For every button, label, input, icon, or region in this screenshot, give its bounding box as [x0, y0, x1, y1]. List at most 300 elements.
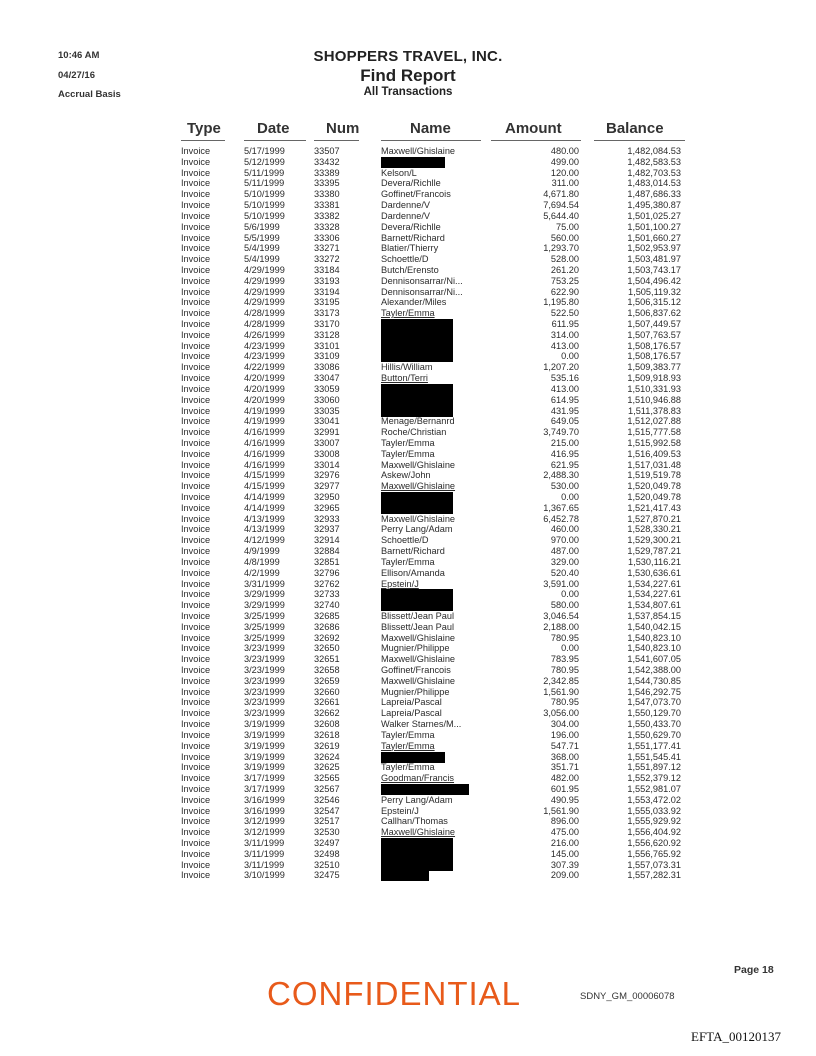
cell-num: 33395 — [314, 178, 340, 189]
confidential-stamp: CONFIDENTIAL — [267, 975, 522, 1012]
report-title: Find Report — [360, 66, 456, 85]
cell-date: 3/10/1999 — [244, 870, 285, 881]
cell-balance: 1,544,730.85 — [627, 675, 681, 686]
table-row — [0, 373, 816, 384]
cell-num: 32692 — [314, 632, 340, 643]
table-row — [0, 535, 816, 546]
cell-balance: 1,541,607.05 — [627, 654, 681, 665]
cell-num: 33128 — [314, 329, 340, 340]
cell-name: Blissett/Jean Paul — [381, 610, 455, 621]
cell-num: 33380 — [314, 189, 340, 200]
cell-num: 32965 — [314, 502, 340, 513]
cell-balance: 1,502,953.97 — [627, 243, 681, 254]
cell-name: Maxwell/Ghislaine — [381, 675, 456, 686]
table-row — [0, 514, 816, 525]
cell-amount: 329.00 — [550, 556, 579, 567]
cell-balance: 1,507,449.57 — [627, 319, 681, 329]
redaction-box — [381, 503, 453, 514]
cell-name: Ellison/Amanda — [381, 567, 445, 578]
cell-date: 4/16/1999 — [244, 459, 285, 470]
cell-amount: 535.16 — [550, 373, 579, 384]
cell-name — [381, 784, 481, 795]
cell-date: 5/12/1999 — [244, 156, 285, 167]
cell-type: Invoice — [181, 729, 211, 740]
cell-name: Dennisonsarrar/Ni... — [381, 286, 463, 297]
cell-type: Invoice — [181, 156, 211, 167]
cell-balance: 1,547,073.70 — [627, 697, 681, 708]
cell-type: Invoice — [181, 416, 211, 427]
cell-amount: 6,452.78 — [543, 513, 579, 524]
cell-num: 33193 — [314, 275, 340, 286]
cell-amount: 614.95 — [550, 394, 579, 405]
redaction-box — [381, 157, 445, 168]
cell-num: 32517 — [314, 816, 340, 827]
table-row — [0, 200, 816, 211]
cell-date: 3/29/1999 — [244, 600, 285, 611]
cell-name — [381, 351, 481, 362]
cell-type: Invoice — [181, 383, 211, 394]
header-underline-amount — [491, 140, 581, 141]
cell-amount: 314.00 — [550, 329, 579, 340]
table-row — [0, 568, 816, 579]
cell-type: Invoice — [181, 189, 211, 200]
cell-amount: 2,488.30 — [543, 470, 579, 481]
cell-date: 5/10/1999 — [244, 210, 285, 221]
cell-name: Dennisonsarrar/Ni... — [381, 275, 463, 286]
cell-balance: 1,551,177.41 — [627, 740, 681, 751]
cell-name: Tayler/Emma — [381, 740, 435, 751]
cell-balance: 1,501,660.27 — [627, 232, 681, 243]
table-row — [0, 849, 816, 860]
cell-num: 32651 — [314, 654, 340, 665]
cell-name — [381, 860, 481, 871]
cell-num: 32625 — [314, 762, 340, 773]
cell-name: Maxwell/Ghislaine — [381, 513, 456, 524]
redaction-box — [381, 838, 453, 849]
cell-name — [381, 589, 481, 600]
cell-date: 3/19/1999 — [244, 762, 285, 773]
cell-name: Walker Starnes/M... — [381, 719, 462, 730]
cell-amount: 216.00 — [550, 838, 579, 848]
cell-type: Invoice — [181, 470, 211, 481]
cell-num: 32497 — [314, 838, 340, 848]
table-row — [0, 319, 816, 330]
cell-num: 32762 — [314, 578, 340, 589]
cell-type: Invoice — [181, 308, 211, 319]
cell-num: 33086 — [314, 362, 340, 373]
cell-balance: 1,509,918.93 — [627, 373, 681, 384]
cell-amount: 0.00 — [561, 589, 579, 600]
cell-amount: 431.95 — [550, 405, 579, 416]
cell-num: 32685 — [314, 610, 340, 621]
cell-amount: 1,367.65 — [543, 502, 579, 513]
cell-amount: 896.00 — [550, 816, 579, 827]
cell-balance: 1,528,330.21 — [627, 524, 681, 535]
cell-balance: 1,515,777.58 — [627, 427, 681, 438]
table-row — [0, 687, 816, 698]
table-row — [0, 438, 816, 449]
cell-name: Hillis/William — [381, 362, 433, 373]
cell-name — [381, 503, 481, 514]
table-row — [0, 481, 816, 492]
cell-num: 33306 — [314, 232, 340, 243]
cell-balance: 1,512,027.88 — [627, 416, 681, 427]
cell-amount: 209.00 — [550, 870, 579, 881]
cell-name — [381, 752, 481, 763]
cell-date: 4/12/1999 — [244, 535, 285, 546]
cell-date: 3/19/1999 — [244, 729, 285, 740]
cell-type: Invoice — [181, 610, 211, 621]
cell-balance: 1,551,545.41 — [627, 751, 681, 762]
cell-type: Invoice — [181, 513, 211, 524]
cell-balance: 1,508,176.57 — [627, 351, 681, 362]
cell-num: 32547 — [314, 805, 340, 816]
cell-amount: 4,671.80 — [543, 189, 579, 200]
cell-num: 32686 — [314, 621, 340, 632]
table-row — [0, 503, 816, 514]
table-row — [0, 395, 816, 406]
cell-balance: 1,482,703.53 — [627, 167, 681, 178]
cell-num: 33170 — [314, 319, 340, 329]
table-row — [0, 860, 816, 871]
cell-type: Invoice — [181, 297, 211, 308]
cell-amount: 1,293.70 — [543, 243, 579, 254]
table-row — [0, 178, 816, 189]
cell-date: 3/23/1999 — [244, 686, 285, 697]
cell-type: Invoice — [181, 643, 211, 654]
cell-type: Invoice — [181, 632, 211, 643]
cell-name — [381, 406, 481, 417]
cell-balance: 1,508,176.57 — [627, 340, 681, 351]
cell-type: Invoice — [181, 329, 211, 340]
cell-num: 32976 — [314, 470, 340, 481]
cell-num: 33173 — [314, 308, 340, 319]
cell-amount: 7,694.54 — [543, 200, 579, 211]
cell-amount: 351.71 — [550, 762, 579, 773]
cell-balance: 1,557,282.31 — [627, 870, 681, 881]
cell-amount: 0.00 — [561, 492, 579, 502]
cell-balance: 1,550,629.70 — [627, 729, 681, 740]
cell-date: 4/13/1999 — [244, 513, 285, 524]
cell-amount: 783.95 — [550, 654, 579, 665]
cell-type: Invoice — [181, 178, 211, 189]
cell-amount: 5,644.40 — [543, 210, 579, 221]
page-number: Page 18 — [734, 964, 774, 976]
cell-date: 4/28/1999 — [244, 319, 285, 329]
cell-num: 33109 — [314, 351, 340, 362]
table-row — [0, 287, 816, 298]
cell-num: 32851 — [314, 556, 340, 567]
cell-name — [381, 341, 481, 352]
cell-date: 4/13/1999 — [244, 524, 285, 535]
cell-type: Invoice — [181, 719, 211, 730]
table-row — [0, 773, 816, 784]
cell-name — [381, 330, 481, 341]
cell-name — [381, 849, 481, 860]
cell-date: 3/11/1999 — [244, 848, 285, 859]
cell-num: 32662 — [314, 708, 340, 719]
cell-num: 32608 — [314, 719, 340, 730]
cell-num: 32950 — [314, 492, 340, 502]
cell-balance: 1,507,763.57 — [627, 329, 681, 340]
cell-name: Schoettle/D — [381, 254, 429, 265]
cell-type: Invoice — [181, 740, 211, 751]
table-row — [0, 827, 816, 838]
table-row — [0, 254, 816, 265]
redaction-box — [381, 395, 453, 406]
cell-balance: 1,540,042.15 — [627, 621, 681, 632]
cell-date: 4/23/1999 — [244, 340, 285, 351]
cell-name: Tayler/Emma — [381, 556, 435, 567]
column-header-name: Name — [410, 120, 451, 137]
redaction-box — [381, 384, 453, 395]
cell-balance: 1,527,870.21 — [627, 513, 681, 524]
cell-num: 32567 — [314, 783, 340, 794]
cell-name — [381, 492, 481, 503]
cell-amount: 2,342.85 — [543, 675, 579, 686]
cell-num: 33432 — [314, 156, 340, 167]
cell-amount: 601.95 — [550, 783, 579, 794]
table-row — [0, 762, 816, 773]
cell-num: 33008 — [314, 448, 340, 459]
cell-amount: 261.20 — [550, 264, 579, 275]
cell-amount: 649.05 — [550, 416, 579, 427]
table-row — [0, 189, 816, 200]
cell-type: Invoice — [181, 838, 211, 848]
table-row — [0, 589, 816, 600]
table-row — [0, 265, 816, 276]
cell-name: Button/Terri — [381, 373, 428, 384]
cell-balance: 1,534,227.61 — [627, 578, 681, 589]
cell-balance: 1,556,765.92 — [627, 848, 681, 859]
cell-num: 32619 — [314, 740, 340, 751]
redaction-box — [381, 351, 453, 362]
header-underline-balance — [594, 140, 685, 141]
cell-amount: 3,749.70 — [543, 427, 579, 438]
table-row — [0, 622, 816, 633]
cell-balance: 1,505,119.32 — [628, 286, 681, 297]
cell-type: Invoice — [181, 427, 211, 438]
cell-type: Invoice — [181, 859, 211, 870]
cell-type: Invoice — [181, 502, 211, 513]
cell-num: 33184 — [314, 264, 340, 275]
cell-num: 32650 — [314, 643, 340, 654]
cell-name: Blatier/Thierry — [381, 243, 439, 254]
cell-amount: 490.95 — [550, 794, 579, 805]
cell-balance: 1,546,292.75 — [627, 686, 681, 697]
cell-date: 3/25/1999 — [244, 621, 285, 632]
cell-num: 33389 — [314, 167, 340, 178]
cell-name: Kelson/L — [381, 167, 417, 178]
cell-name: Devera/Richlle — [381, 178, 441, 189]
cell-date: 5/11/1999 — [244, 167, 285, 178]
cell-name: Epstein/J — [381, 578, 419, 589]
cell-date: 4/8/1999 — [244, 556, 280, 567]
table-row — [0, 384, 816, 395]
column-header-type: Type — [187, 120, 221, 137]
cell-type: Invoice — [181, 794, 211, 805]
cell-name: Callhan/Thomas — [381, 816, 448, 827]
table-row — [0, 146, 816, 157]
cell-amount: 522.50 — [550, 308, 579, 319]
table-row — [0, 806, 816, 817]
cell-type: Invoice — [181, 654, 211, 665]
cell-date: 5/4/1999 — [244, 254, 280, 265]
cell-type: Invoice — [181, 535, 211, 546]
cell-balance: 1,495,380.87 — [627, 200, 681, 211]
cell-name: Maxwell/Ghislaine — [381, 632, 456, 643]
cell-num: 33507 — [314, 146, 340, 156]
table-row — [0, 492, 816, 503]
table-row — [0, 676, 816, 687]
cell-num: 32937 — [314, 524, 340, 535]
table-row — [0, 351, 816, 362]
cell-date: 4/14/1999 — [244, 492, 285, 502]
cell-name: Askew/John — [381, 470, 431, 481]
cell-amount: 780.95 — [550, 697, 579, 708]
cell-amount: 3,591.00 — [543, 578, 579, 589]
cell-date: 3/23/1999 — [244, 643, 285, 654]
cell-balance: 1,511,378.83 — [628, 405, 681, 416]
cell-type: Invoice — [181, 578, 211, 589]
cell-name: Menage/Bernanrd — [381, 416, 455, 427]
cell-type: Invoice — [181, 243, 211, 254]
cell-balance: 1,506,315.12 — [627, 297, 681, 308]
cell-num: 33007 — [314, 437, 340, 448]
cell-type: Invoice — [181, 773, 211, 784]
cell-name: Goffinet/Francois — [381, 665, 451, 675]
redaction-box — [381, 600, 453, 611]
cell-date: 4/9/1999 — [244, 546, 280, 557]
table-row — [0, 719, 816, 730]
cell-name: Butch/Erensto — [381, 264, 439, 275]
cell-name: Epstein/J — [381, 805, 419, 816]
cell-balance: 1,550,433.70 — [627, 719, 681, 730]
cell-balance: 1,501,100.27 — [627, 221, 681, 232]
cell-balance: 1,520,049.78 — [627, 492, 681, 502]
table-row — [0, 406, 816, 417]
cell-num: 33101 — [314, 340, 340, 351]
cell-balance: 1,534,227.61 — [627, 589, 681, 600]
cell-type: Invoice — [181, 210, 211, 221]
cell-date: 4/29/1999 — [244, 275, 285, 286]
cell-type: Invoice — [181, 492, 211, 502]
cell-type: Invoice — [181, 751, 211, 762]
cell-num: 33035 — [314, 405, 340, 416]
cell-balance: 1,542,388.00 — [627, 665, 681, 675]
cell-balance: 1,552,981.07 — [627, 783, 681, 794]
cell-num: 32498 — [314, 848, 340, 859]
table-row — [0, 730, 816, 741]
cell-date: 4/16/1999 — [244, 448, 285, 459]
cell-balance: 1,510,331.93 — [627, 383, 681, 394]
table-row — [0, 546, 816, 557]
cell-name: Dardenne/V — [381, 210, 431, 221]
cell-date: 4/28/1999 — [244, 308, 285, 319]
cell-num: 32475 — [314, 870, 340, 881]
cell-amount: 475.00 — [550, 827, 579, 838]
cell-date: 3/23/1999 — [244, 697, 285, 708]
table-row — [0, 276, 816, 287]
cell-name — [381, 838, 481, 849]
table-row — [0, 330, 816, 341]
cell-balance: 1,506,837.62 — [627, 308, 681, 319]
cell-num: 33271 — [314, 243, 340, 254]
cell-amount: 1,561.90 — [543, 686, 579, 697]
table-row — [0, 557, 816, 568]
header-underline-num — [314, 140, 359, 141]
cell-date: 3/23/1999 — [244, 654, 285, 665]
cell-num: 33041 — [314, 416, 340, 427]
cell-name: Lapreia/Pascal — [381, 708, 442, 719]
cell-amount: 0.00 — [561, 643, 579, 654]
table-row — [0, 784, 816, 795]
cell-amount: 368.00 — [550, 751, 579, 762]
cell-balance: 1,540,823.10 — [627, 643, 681, 654]
cell-num: 32933 — [314, 513, 340, 524]
cell-date: 3/25/1999 — [244, 632, 285, 643]
cell-num: 32733 — [314, 589, 340, 600]
cell-name: Mugnier/Philippe — [381, 643, 450, 654]
table-row — [0, 708, 816, 719]
cell-num: 32658 — [314, 665, 340, 675]
cell-balance: 1,520,049.78 — [627, 481, 681, 492]
table-row — [0, 222, 816, 233]
cell-num: 32914 — [314, 535, 340, 546]
cell-balance: 1,483,014.53 — [627, 178, 681, 189]
table-row — [0, 243, 816, 254]
cell-name: Maxwell/Ghislaine — [381, 654, 456, 665]
cell-type: Invoice — [181, 232, 211, 243]
report-date: 04/27/16 — [58, 70, 95, 81]
cell-date: 4/22/1999 — [244, 362, 285, 373]
cell-amount: 120.00 — [550, 167, 579, 178]
cell-date: 5/17/1999 — [244, 146, 285, 156]
cell-type: Invoice — [181, 783, 211, 794]
cell-balance: 1,509,383.77 — [627, 362, 681, 373]
cell-num: 32991 — [314, 427, 340, 438]
cell-name — [381, 319, 481, 330]
cell-date: 3/25/1999 — [244, 610, 285, 621]
cell-name: Barnett/Richard — [381, 232, 445, 243]
cell-type: Invoice — [181, 481, 211, 492]
cell-date: 3/11/1999 — [244, 859, 285, 870]
table-row — [0, 633, 816, 644]
cell-amount: 0.00 — [561, 351, 579, 362]
column-header-balance: Balance — [606, 120, 664, 137]
table-row — [0, 416, 816, 427]
cell-num: 33014 — [314, 459, 340, 470]
cell-num: 32510 — [314, 859, 340, 870]
cell-type: Invoice — [181, 264, 211, 275]
cell-type: Invoice — [181, 546, 211, 557]
cell-num: 33381 — [314, 200, 340, 211]
cell-name: Dardenne/V — [381, 200, 431, 211]
efta-number: EFTA_00120137 — [691, 1029, 781, 1044]
cell-balance: 1,516,409.53 — [627, 448, 681, 459]
redaction-box — [381, 406, 453, 417]
redaction-box — [381, 752, 445, 763]
cell-name: Alexander/Miles — [381, 297, 447, 308]
cell-balance: 1,487,686.33 — [627, 189, 681, 200]
cell-amount: 547.71 — [550, 740, 579, 751]
table-row — [0, 297, 816, 308]
cell-balance: 1,529,787.21 — [627, 546, 681, 557]
redaction-box — [381, 870, 429, 881]
cell-date: 3/16/1999 — [244, 794, 285, 805]
cell-type: Invoice — [181, 405, 211, 416]
cell-date: 4/20/1999 — [244, 383, 285, 394]
